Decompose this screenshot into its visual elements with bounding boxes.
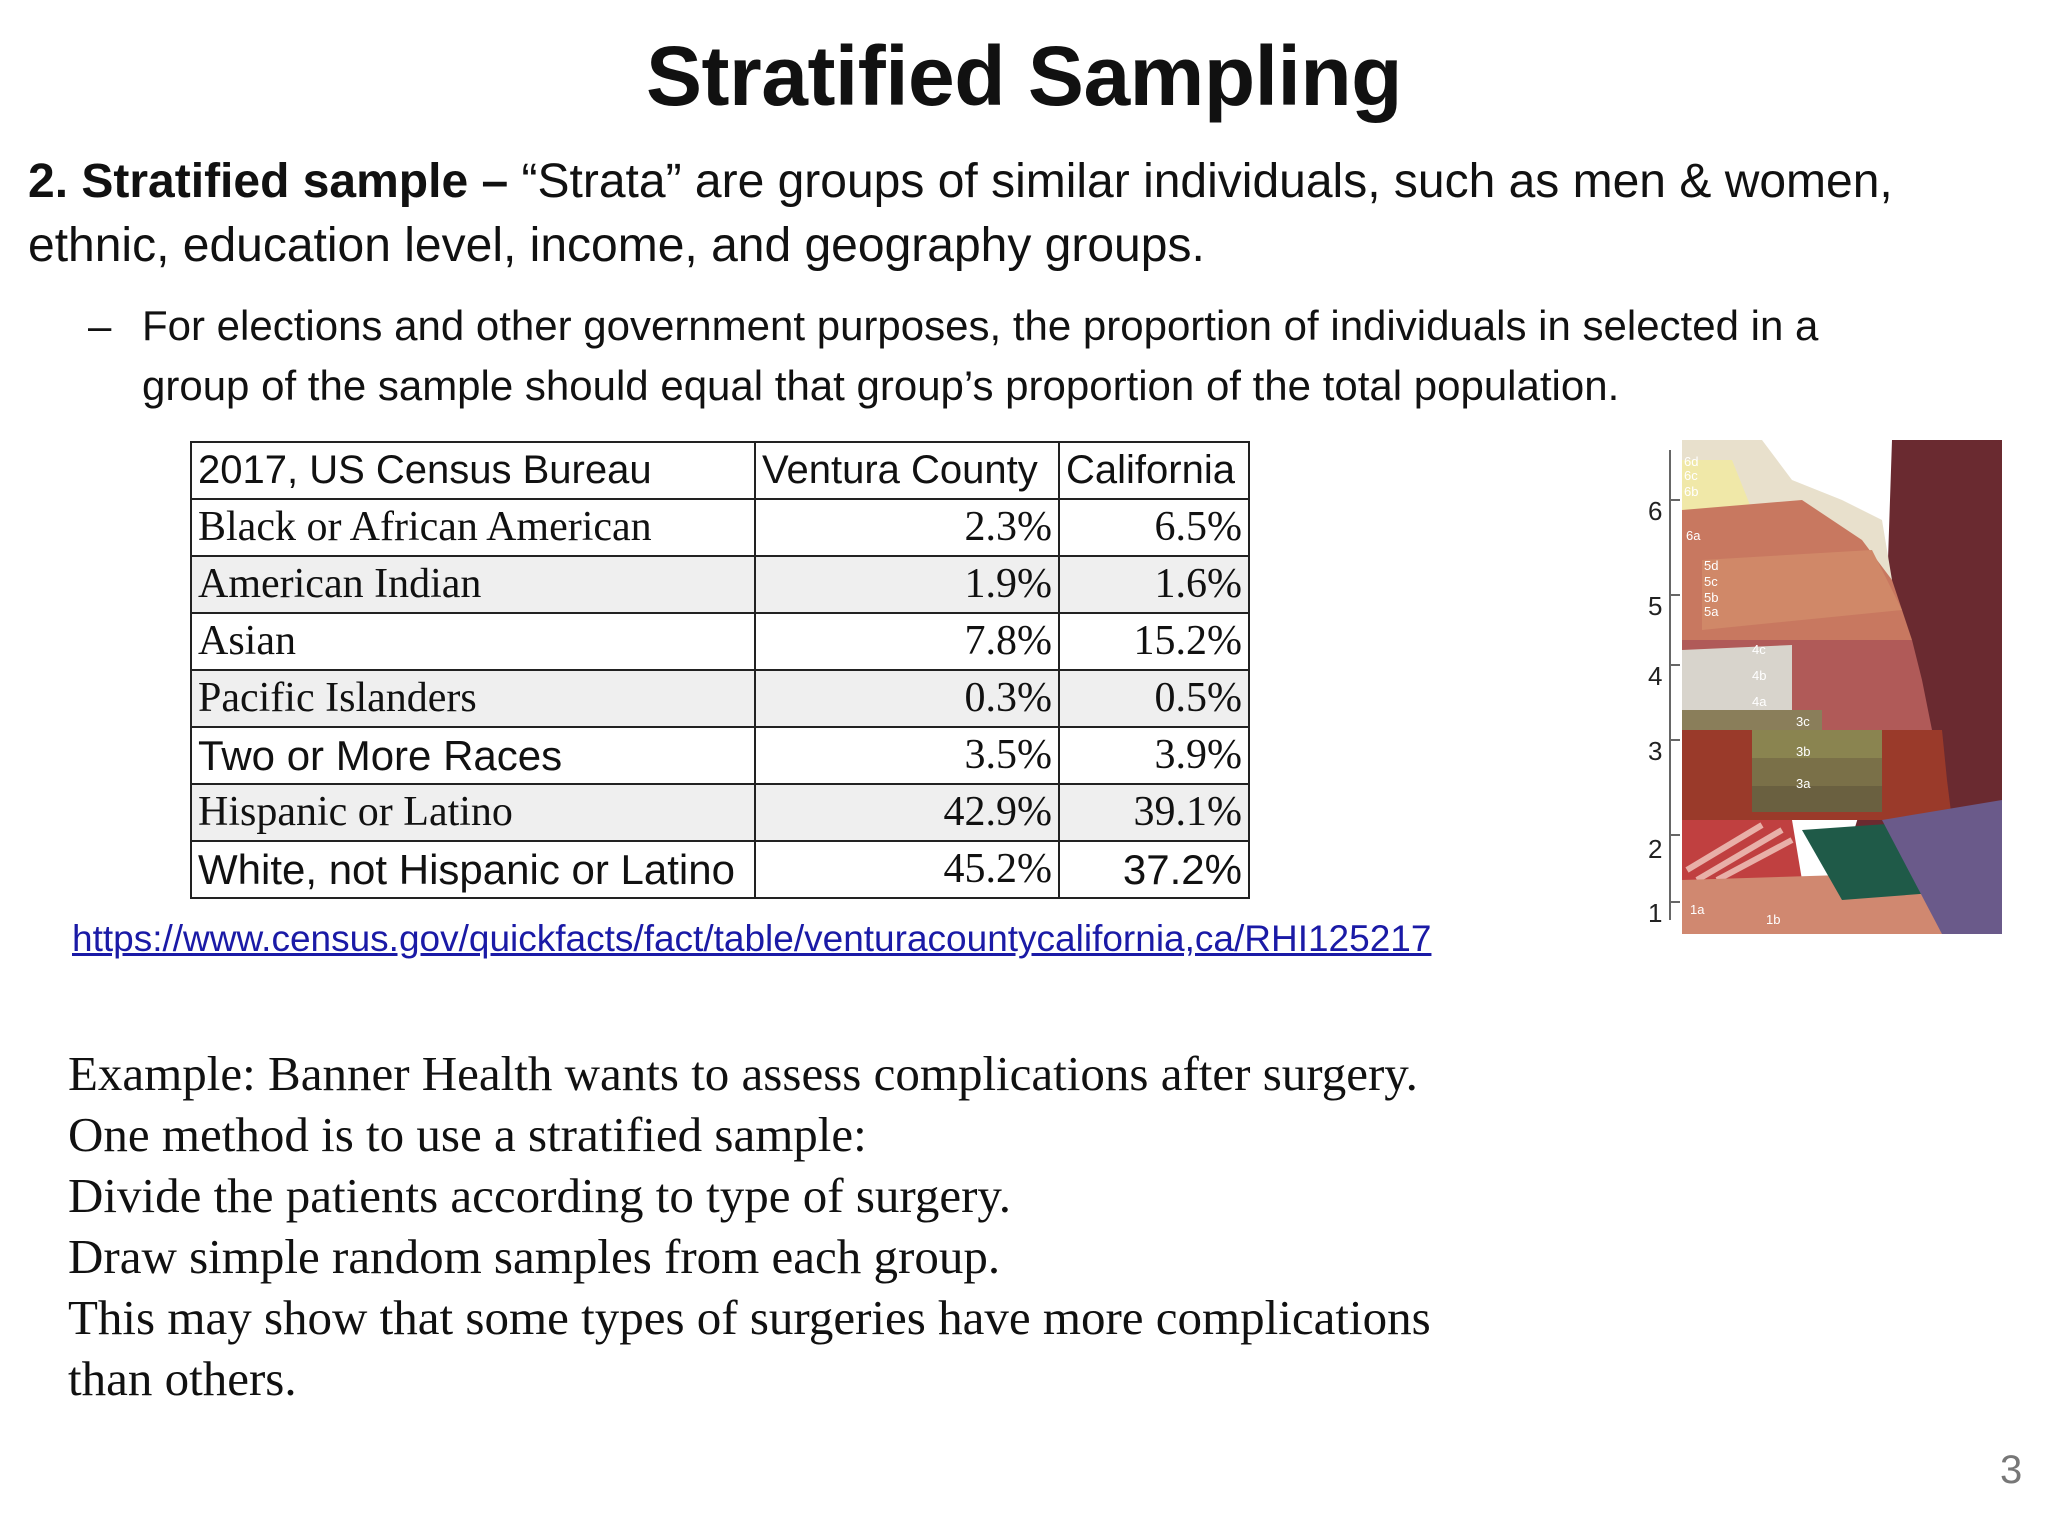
row-california: 3.9% bbox=[1059, 727, 1249, 784]
example-paragraph bbox=[68, 1043, 1568, 1409]
bullet-text: For elections and other government purposes, the proportion of individuals in selected in a group of the sample should equal that group’s proportion of the total population. bbox=[142, 302, 1819, 409]
row-group: Asian bbox=[191, 613, 755, 670]
row-california: 15.2% bbox=[1059, 613, 1249, 670]
row-group: White, not Hispanic or Latino bbox=[191, 841, 755, 898]
table-row bbox=[191, 784, 1249, 841]
row-ventura: 3.5% bbox=[755, 727, 1059, 784]
layer-number: 2 bbox=[1648, 834, 1663, 864]
row-group: American Indian bbox=[191, 556, 755, 613]
layer-label: 5b bbox=[1704, 590, 1719, 605]
row-ventura: 7.8% bbox=[755, 613, 1059, 670]
layer-number: 4 bbox=[1648, 661, 1663, 691]
layer-label: 6b bbox=[1684, 484, 1699, 499]
row-ventura: 2.3% bbox=[755, 499, 1059, 556]
row-california: 0.5% bbox=[1059, 670, 1249, 727]
table-row bbox=[191, 841, 1249, 898]
layer-label: 6a bbox=[1686, 528, 1701, 543]
layer-label: 5a bbox=[1704, 604, 1719, 619]
rock-strata-image bbox=[1642, 440, 2002, 934]
layer-label: 5c bbox=[1704, 574, 1718, 589]
row-california: 1.6% bbox=[1059, 556, 1249, 613]
layer-label: 6d bbox=[1684, 454, 1699, 469]
example-line: Draw simple random samples from each group. bbox=[68, 1229, 1001, 1284]
header-ventura: Ventura County bbox=[755, 442, 1059, 499]
layer-label: 3c bbox=[1796, 714, 1810, 729]
layer-label: 5d bbox=[1704, 558, 1719, 573]
table-row bbox=[191, 613, 1249, 670]
row-group: Hispanic or Latino bbox=[191, 784, 755, 841]
layer-number: 6 bbox=[1648, 496, 1663, 526]
row-group: Two or More Races bbox=[191, 727, 755, 784]
layer-label: 4c bbox=[1752, 642, 1766, 657]
row-ventura: 42.9% bbox=[755, 784, 1059, 841]
row-ventura: 1.9% bbox=[755, 556, 1059, 613]
table-row bbox=[191, 670, 1249, 727]
bullet-dash: – bbox=[88, 302, 112, 349]
intro-label: 2. Stratified sample – bbox=[28, 155, 509, 208]
header-group: 2017, US Census Bureau bbox=[191, 442, 755, 499]
layer-label: 6c bbox=[1684, 468, 1698, 483]
layer-number: 1 bbox=[1648, 898, 1663, 928]
layer-label: 4a bbox=[1752, 694, 1767, 709]
example-line: Divide the patients according to type of surgery. bbox=[68, 1168, 1011, 1223]
page-number: 3 bbox=[2000, 1448, 2023, 1492]
layer-label: 1b bbox=[1766, 912, 1781, 927]
table-row bbox=[191, 727, 1249, 784]
example-line: Example: Banner Health wants to assess complications after surgery. bbox=[68, 1046, 1418, 1101]
layer-label: 4b bbox=[1752, 668, 1767, 683]
row-california: 39.1% bbox=[1059, 784, 1249, 841]
row-group: Pacific Islanders bbox=[191, 670, 755, 727]
header-california: California bbox=[1059, 442, 1249, 499]
census-source-link[interactable]: https://www.census.gov/quickfacts/fact/table/venturacountycalifornia,ca/RHI125217 bbox=[72, 918, 1432, 959]
layer-number: 5 bbox=[1648, 591, 1663, 621]
intro-paragraph bbox=[28, 150, 1908, 278]
row-ventura: 45.2% bbox=[755, 841, 1059, 898]
table-header-row bbox=[191, 442, 1249, 499]
row-california: 37.2% bbox=[1059, 841, 1249, 898]
table-row bbox=[191, 499, 1249, 556]
example-line: This may show that some types of surgeries have more complications bbox=[68, 1290, 1431, 1345]
layer-number: 3 bbox=[1648, 736, 1663, 766]
row-california: 6.5% bbox=[1059, 499, 1249, 556]
slide-title: Stratified Sampling bbox=[646, 29, 1402, 123]
row-ventura: 0.3% bbox=[755, 670, 1059, 727]
example-line: One method is to use a stratified sample: bbox=[68, 1107, 867, 1162]
layer-label: 1a bbox=[1690, 902, 1705, 917]
intro-text: “Strata” are groups of similar individuals, such as men & women, ethnic, education level, income, and geography groups. bbox=[28, 155, 1893, 272]
layer-label: 3a bbox=[1796, 776, 1811, 791]
example-line: than others. bbox=[68, 1351, 297, 1406]
census-table bbox=[190, 441, 1250, 899]
layer-label: 3b bbox=[1796, 744, 1811, 759]
table-row bbox=[191, 556, 1249, 613]
row-group: Black or African American bbox=[191, 499, 755, 556]
